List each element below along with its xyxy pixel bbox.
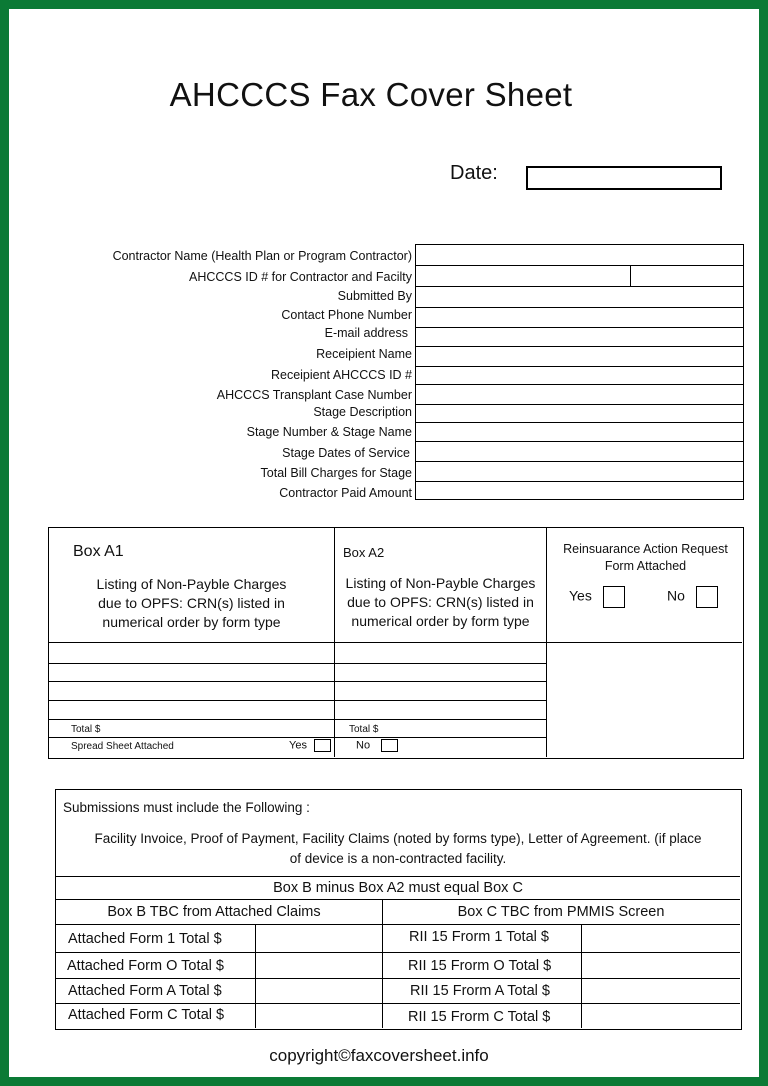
box-b-row-form-a: Attached Form A Total $ — [68, 983, 222, 999]
copyright-notice: copyright©faxcoversheet.info — [269, 1046, 489, 1065]
box-c-row-form-o: RII 15 Frorm O Total $ — [408, 958, 552, 974]
rule-divider — [56, 876, 740, 877]
field-label-contact-phone: Contact Phone Number — [281, 308, 412, 322]
reinsurance-yes-option — [569, 586, 625, 608]
reinsurance-line: Reinsuarance Action Request — [563, 542, 728, 556]
field-row-divider — [416, 286, 743, 287]
field-label-submitted-by: Submitted By — [337, 289, 412, 303]
box-b-header: Box B TBC from Attached Claims — [107, 904, 321, 920]
field-row-divider — [416, 265, 743, 266]
field-row-divider — [416, 384, 743, 385]
field-label-total-bill: Total Bill Charges for Stage — [260, 466, 412, 480]
spreadsheet-yes-checkbox[interactable] — [314, 739, 331, 752]
field-label-paid-amount: Contractor Paid Amount — [279, 486, 412, 500]
row-divider — [56, 952, 740, 953]
row-divider — [56, 978, 740, 979]
date-label: Date: — [450, 162, 498, 184]
submissions-intro: Submissions must include the Following : — [63, 800, 310, 815]
box-a1-description — [49, 575, 334, 632]
field-label-stage-description: Stage Description — [313, 405, 412, 419]
date-field[interactable] — [526, 166, 722, 190]
reinsurance-yes-checkbox[interactable] — [603, 586, 625, 608]
box-a2-desc-line: numerical order by form type — [351, 613, 530, 629]
page-title: AHCCCS Fax Cover Sheet — [169, 76, 573, 113]
field-row-divider — [416, 307, 743, 308]
field-row-divider — [416, 327, 743, 328]
box-a1-desc-line: numerical order by form type — [102, 614, 281, 630]
reinsurance-no-option — [667, 586, 718, 608]
box-a2-desc-line: Listing of Non-Payble Charges — [345, 575, 536, 591]
box-a1-desc-line: Listing of Non-Payble Charges — [96, 576, 287, 592]
box-a2-heading: Box A2 — [343, 545, 385, 560]
box-a1-heading: Box A1 — [73, 543, 124, 560]
field-row-divider — [416, 422, 743, 423]
field-label-recipient-name: Receipient Name — [316, 347, 412, 361]
submissions-section — [55, 789, 742, 1030]
row-divider — [56, 1003, 740, 1004]
spreadsheet-no-label: No — [356, 739, 371, 752]
box-b-row-form-o: Attached Form O Total $ — [67, 958, 224, 974]
reinsurance-yes-label: Yes — [569, 587, 592, 604]
field-label-recipient-id: Receipient AHCCCS ID # — [270, 368, 412, 382]
box-rule: Box B minus Box A2 must equal Box C — [273, 880, 523, 896]
list-row-divider — [49, 681, 546, 682]
field-label-stage-number: Stage Number & Stage Name — [246, 425, 412, 439]
list-row-divider — [49, 737, 546, 738]
box-b-row-form-c: Attached Form C Total $ — [68, 1007, 225, 1023]
field-row-divider — [416, 404, 743, 405]
amount-column-divider — [581, 924, 582, 1028]
submissions-detail-line: Facility Invoice, Proof of Payment, Facility Claims (noted by forms type), Letter of Agreement. (if place — [94, 831, 702, 846]
spreadsheet-yes-label: Yes — [289, 739, 307, 752]
field-row-divider — [416, 346, 743, 347]
submissions-detail-line: of device is a non-contracted facility. — [289, 851, 507, 866]
field-label-case-number: AHCCCS Transplant Case Number — [216, 388, 412, 402]
info-fields-table — [415, 244, 744, 500]
reinsurance-no-checkbox[interactable] — [696, 586, 718, 608]
field-label-ahcccs-id: AHCCCS ID # for Contractor and Facilty — [189, 270, 412, 284]
field-row-divider — [416, 461, 743, 462]
box-c-row-form-a: RII 15 Frorm A Total $ — [410, 983, 550, 999]
box-a2-total: Total $ — [349, 724, 379, 735]
spreadsheet-no-checkbox[interactable] — [381, 739, 398, 752]
spreadsheet-no-option — [356, 739, 398, 752]
amount-column-divider — [255, 924, 256, 1028]
field-label-email: E-mail address — [324, 326, 408, 340]
box-b-row-form-1: Attached Form 1 Total $ — [68, 931, 222, 947]
row-divider — [56, 924, 740, 925]
reinsurance-label — [547, 541, 744, 575]
field-label-contractor-name: Contractor Name (Health Plan or Program Contractor) — [112, 249, 412, 263]
list-row-divider — [49, 663, 546, 664]
field-label-stage-dates: Stage Dates of Service — [282, 446, 410, 460]
list-row-divider — [49, 719, 546, 720]
box-a-section — [48, 527, 744, 759]
reinsurance-no-label: No — [667, 587, 685, 604]
field-row-divider — [416, 441, 743, 442]
box-a1-total: Total $ — [71, 724, 101, 735]
box-a1-desc-line: due to OPFS: CRN(s) listed in — [98, 595, 285, 611]
box-c-row-form-c: RII 15 Frorm C Total $ — [408, 1009, 551, 1025]
field-split-divider — [630, 265, 631, 286]
box-c-row-form-1: RII 15 Frorm 1 Total $ — [409, 929, 549, 945]
reinsurance-line: Form Attached — [604, 559, 687, 573]
submissions-detail — [56, 829, 740, 869]
box-a2-desc-line: due to OPFS: CRN(s) listed in — [347, 594, 534, 610]
spreadsheet-yes-option — [289, 739, 331, 752]
box-a2-description — [335, 574, 546, 631]
box-c-header: Box C TBC from PMMIS Screen — [457, 904, 665, 920]
field-row-divider — [416, 481, 743, 482]
rule-divider — [56, 899, 740, 900]
spreadsheet-label: Spread Sheet Attached — [71, 741, 174, 752]
list-row-divider — [49, 700, 546, 701]
header-divider — [49, 642, 742, 643]
field-row-divider — [416, 366, 743, 367]
